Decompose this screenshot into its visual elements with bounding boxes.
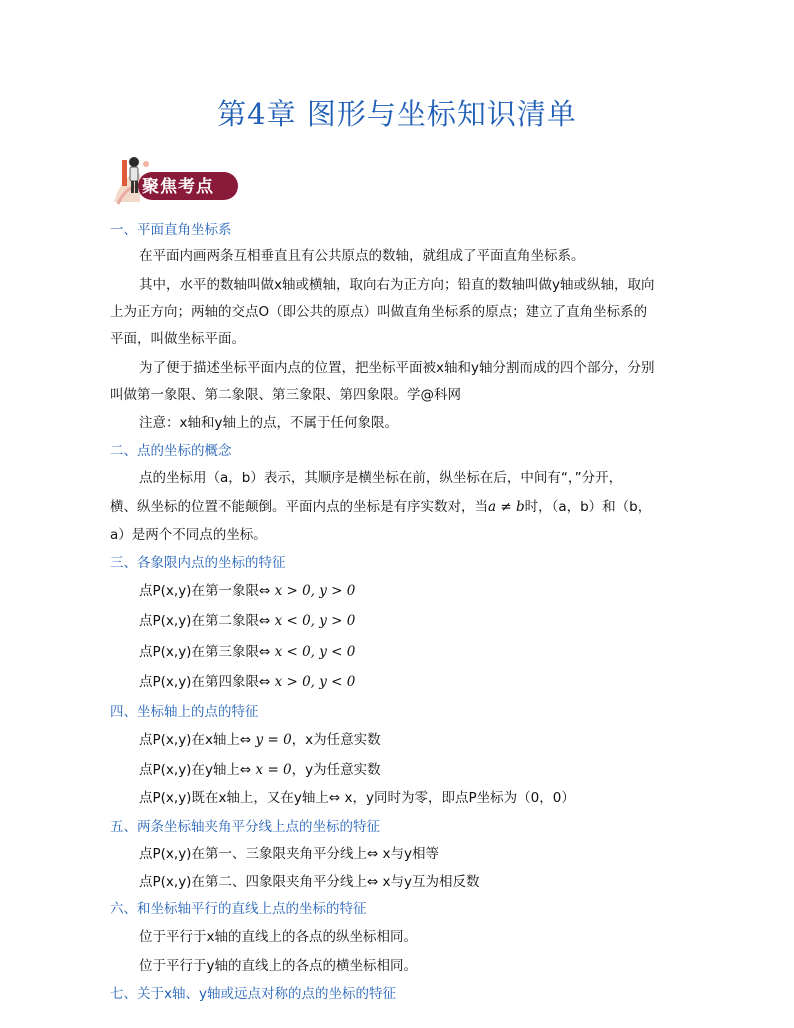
rule-text: 点P(x,y)在y轴上⇔	[139, 762, 256, 778]
math-expression: y = 0	[255, 732, 292, 748]
axis-rule: 点P(x,y)既在x轴上，又在y轴上⇔ x，y同时为零，即点P坐标为（0，0）	[139, 790, 575, 806]
axis-rule	[139, 731, 381, 749]
paragraph-line	[110, 498, 651, 516]
rule-text: 点P(x,y)在第三象限⇔	[139, 644, 275, 660]
paragraph-line: 在平面内画两条互相垂直且有公共原点的数轴，就组成了平面直角坐标系。	[139, 248, 585, 264]
section-heading-6: 六、和坐标轴平行的直线上点的坐标的特征	[110, 901, 367, 917]
parallel-rule: 位于平行于y轴的直线上的各点的横坐标相同。	[139, 958, 417, 974]
quadrant-rule	[139, 643, 355, 661]
quadrant-rule	[139, 582, 355, 600]
rule-text: 点P(x,y)在第一象限⇔	[139, 583, 275, 599]
section-heading-3: 三、各象限内点的坐标的特征	[110, 555, 286, 571]
paragraph-line: 上为正方向；两轴的交点O（即公共的原点）叫做直角坐标系的原点；建立了直角坐标系的	[110, 304, 648, 320]
parallel-rule: 位于平行于x轴的直线上的各点的纵坐标相同。	[139, 929, 417, 945]
paragraph-line: 点的坐标用（a，b）表示，其顺序是横坐标在前，纵坐标在后，中间有“，”分开，	[139, 470, 623, 486]
paragraph-line: 注意：x轴和y轴上的点，不属于任何象限。	[139, 415, 398, 431]
quadrant-rule	[139, 612, 355, 630]
math-expression: x < 0, y < 0	[274, 644, 356, 660]
axis-rule	[139, 761, 381, 779]
paragraph-line: 平面，叫做坐标平面。	[110, 331, 245, 347]
math-expression: x > 0, y > 0	[274, 583, 356, 599]
rule-text: 点P(x,y)在第四象限⇔	[139, 674, 275, 690]
focus-badge	[110, 152, 240, 208]
section-heading-7: 七、关于x轴、y轴或远点对称的点的坐标的特征	[110, 986, 396, 1002]
rule-text: 点P(x,y)在第二象限⇔	[139, 613, 275, 629]
section-heading-2: 二、点的坐标的概念	[110, 443, 232, 459]
paragraph-text: 横、纵坐标的位置不能颠倒。平面内点的坐标是有序实数对，当	[110, 499, 488, 515]
paragraph-line: 为了便于描述坐标平面内点的位置，把坐标平面被x轴和y轴分割而成的四个部分，分别	[139, 360, 655, 376]
rule-text: ，x为任意实数	[291, 732, 381, 748]
quadrant-rule	[139, 673, 355, 691]
math-expression: x = 0	[255, 762, 292, 778]
badge-label: 聚焦考点	[142, 177, 214, 197]
paragraph-line: a）是两个不同点的坐标。	[110, 527, 267, 543]
section-heading-4: 四、坐标轴上的点的特征	[110, 704, 259, 720]
math-expression: x > 0, y < 0	[274, 674, 356, 690]
math-expression: a ≠ b	[488, 499, 525, 515]
section-heading-5: 五、两条坐标轴夹角平分线上点的坐标的特征	[110, 819, 380, 835]
page-title: 第4章 图形与坐标知识清单	[217, 97, 577, 131]
rule-text: 点P(x,y)在x轴上⇔	[139, 732, 256, 748]
paragraph-line: 叫做第一象限、第二象限、第三象限、第四象限。学@科网	[110, 387, 461, 403]
math-expression: x < 0, y > 0	[274, 613, 356, 629]
section-heading-1: 一、平面直角坐标系	[110, 222, 232, 238]
paragraph-text: 时，（a，b）和（b，	[524, 499, 652, 515]
rule-text: ，y为任意实数	[291, 762, 381, 778]
bisector-rule: 点P(x,y)在第一、三象限夹角平分线上⇔ x与y相等	[139, 846, 440, 862]
paragraph-line: 其中，水平的数轴叫做x轴或横轴，取向右为正方向；铅直的数轴叫做y轴或纵轴，取向	[139, 277, 655, 293]
bisector-rule: 点P(x,y)在第二、四象限夹角平分线上⇔ x与y互为相反数	[139, 874, 480, 890]
